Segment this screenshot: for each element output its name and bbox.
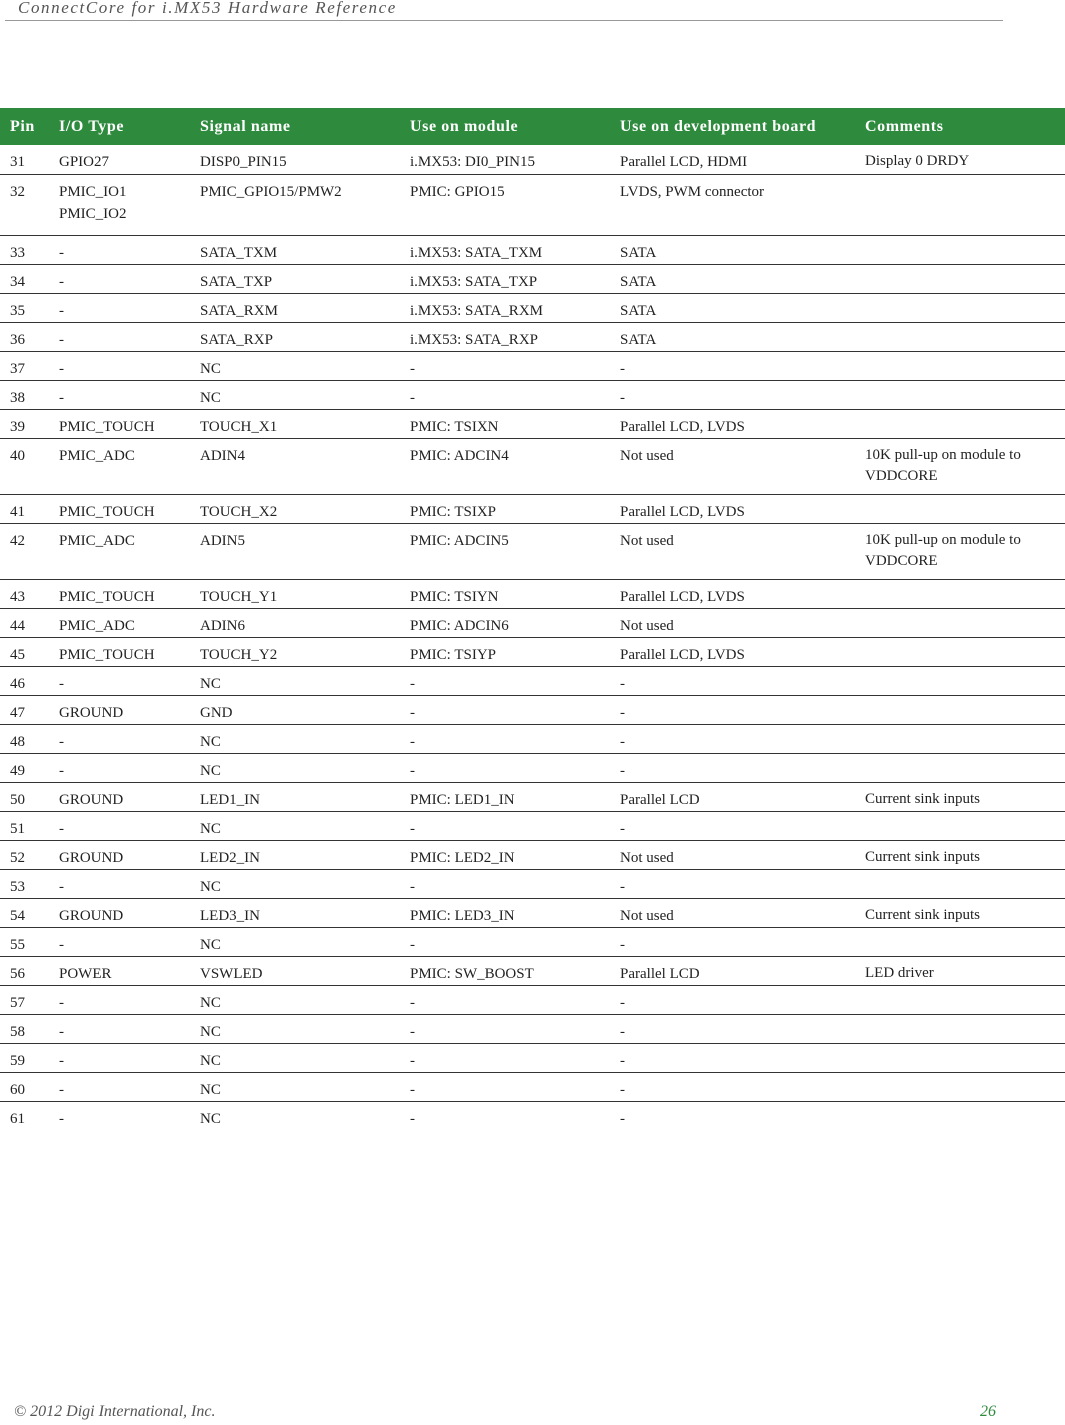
io-type-line: GROUND	[59, 704, 124, 721]
cell-pin: 40	[0, 438, 49, 494]
cell-comments	[855, 1072, 1065, 1101]
cell-comments	[855, 724, 1065, 753]
cell-comments	[855, 1014, 1065, 1043]
cell-io-type	[49, 811, 190, 840]
cell-pin: 54	[0, 898, 49, 927]
cell-use-on-module: PMIC: GPIO15	[400, 174, 610, 235]
cell-comments: 10K pull-up on module to VDDCORE	[855, 438, 1065, 494]
cell-pin: 58	[0, 1014, 49, 1043]
table-row	[0, 579, 1065, 608]
io-type-line: -	[59, 1081, 64, 1098]
cell-pin: 49	[0, 753, 49, 782]
cell-pin: 48	[0, 724, 49, 753]
cell-use-on-board: -	[610, 724, 855, 753]
cell-use-on-module: PMIC: ADCIN4	[400, 438, 610, 494]
cell-signal-name: SATA_RXP	[190, 322, 400, 351]
io-type-line: PMIC_IO2	[59, 205, 127, 222]
cell-pin: 36	[0, 322, 49, 351]
cell-comments: Display 0 DRDY	[855, 145, 1065, 174]
cell-signal-name: GND	[190, 695, 400, 724]
cell-pin: 51	[0, 811, 49, 840]
cell-io-type	[49, 438, 190, 494]
cell-use-on-board: -	[610, 985, 855, 1014]
io-type-line: GROUND	[59, 791, 124, 808]
cell-io-type	[49, 840, 190, 869]
io-type-line: PMIC_TOUCH	[59, 503, 155, 520]
io-type-line: -	[59, 331, 64, 348]
cell-signal-name: NC	[190, 811, 400, 840]
table-row	[0, 782, 1065, 811]
cell-signal-name: ADIN6	[190, 608, 400, 637]
cell-comments	[855, 322, 1065, 351]
io-type-line: -	[59, 389, 64, 406]
page-number: 26	[980, 1403, 996, 1420]
table-row	[0, 523, 1065, 579]
cell-comments	[855, 1043, 1065, 1072]
cell-signal-name: NC	[190, 1072, 400, 1101]
cell-io-type	[49, 898, 190, 927]
table-row	[0, 264, 1065, 293]
cell-signal-name: NC	[200, 1110, 221, 1127]
io-type-line: PMIC_ADC	[59, 617, 135, 634]
table-body	[0, 145, 1065, 1130]
io-type-line: -	[59, 733, 64, 750]
cell-use-on-module: PMIC: SW_BOOST	[400, 956, 610, 985]
cell-signal-name: SATA_RXM	[190, 293, 400, 322]
cell-signal-name: NC	[190, 351, 400, 380]
column-header-pin: Pin	[0, 108, 49, 145]
cell-use-on-board: SATA	[610, 264, 855, 293]
cell-comments	[855, 608, 1065, 637]
cell-io-type	[49, 523, 190, 579]
table-row	[0, 1043, 1065, 1072]
cell-signal-name: NC	[190, 869, 400, 898]
cell-use-on-board: -	[610, 869, 855, 898]
cell-use-on-module: -	[400, 753, 610, 782]
cell-comments	[855, 380, 1065, 409]
cell-io-type	[49, 782, 190, 811]
table-row	[0, 1072, 1065, 1101]
io-type-line: -	[59, 360, 64, 377]
cell-use-on-board: -	[610, 1072, 855, 1101]
cell-comments	[855, 666, 1065, 695]
cell-use-on-board: Parallel LCD, LVDS	[610, 579, 855, 608]
cell-pin: 32	[0, 174, 49, 235]
io-type-line: PMIC_ADC	[59, 532, 135, 549]
cell-use-on-board: -	[610, 351, 855, 380]
cell-use-on-board: Not used	[610, 898, 855, 927]
cell-io-type	[49, 1014, 190, 1043]
cell-io-type	[49, 666, 190, 695]
cell-pin: 38	[0, 380, 49, 409]
cell-comments	[855, 695, 1065, 724]
cell-use-on-board: -	[610, 666, 855, 695]
cell-use-on-module: i.MX53: SATA_TXM	[400, 235, 610, 264]
cell-io-type	[49, 264, 190, 293]
cell-signal-name: ADIN4	[190, 438, 400, 494]
cell-use-on-module: -	[400, 985, 610, 1014]
cell-use-on-module: -	[410, 1110, 415, 1127]
table-row	[0, 956, 1065, 985]
table-header-row	[0, 108, 1065, 145]
cell-use-on-module: PMIC: ADCIN6	[400, 608, 610, 637]
table-row	[0, 351, 1065, 380]
io-type-line: -	[59, 994, 64, 1011]
cell-use-on-module: -	[400, 695, 610, 724]
cell-io-type	[49, 145, 190, 174]
cell-use-on-board: -	[610, 753, 855, 782]
io-type-line: PMIC_TOUCH	[59, 646, 155, 663]
cell-use-on-board: -	[610, 811, 855, 840]
cell-pin: 47	[0, 695, 49, 724]
io-type-line: GPIO27	[59, 154, 110, 170]
cell-use-on-board: Parallel LCD, LVDS	[610, 409, 855, 438]
table-row	[0, 840, 1065, 869]
cell-pin: 39	[0, 409, 49, 438]
footer-copyright: © 2012 Digi International, Inc.	[14, 1403, 216, 1420]
cell-pin: 31	[0, 145, 49, 174]
cell-io-type	[49, 174, 190, 235]
table-row	[0, 898, 1065, 927]
cell-use-on-board: Not used	[610, 438, 855, 494]
cell-use-on-module: PMIC: TSIYN	[400, 579, 610, 608]
cell-use-on-board: Not used	[610, 840, 855, 869]
cell-use-on-module: PMIC: ADCIN5	[400, 523, 610, 579]
cell-use-on-module: -	[400, 666, 610, 695]
table-row	[0, 293, 1065, 322]
cell-signal-name: LED3_IN	[190, 898, 400, 927]
io-type-line: POWER	[59, 965, 112, 982]
cell-signal-name: SATA_TXP	[190, 264, 400, 293]
cell-comments	[855, 235, 1065, 264]
io-type-line: PMIC_TOUCH	[59, 418, 155, 435]
cell-pin: 50	[0, 782, 49, 811]
cell-signal-name: DISP0_PIN15	[190, 145, 400, 174]
cell-io-type	[49, 956, 190, 985]
io-type-line: -	[59, 244, 64, 261]
cell-use-on-board: SATA	[610, 293, 855, 322]
column-header-signal-name: Signal name	[190, 108, 400, 145]
cell-pin: 57	[0, 985, 49, 1014]
io-type-line: GROUND	[59, 907, 124, 924]
cell-pin: 56	[0, 956, 49, 985]
cell-signal-name: NC	[190, 927, 400, 956]
cell-pin: 41	[0, 494, 49, 523]
header-rule	[5, 20, 1003, 21]
cell-use-on-module: PMIC: TSIXP	[400, 494, 610, 523]
table-row	[0, 145, 1065, 174]
io-type-line: -	[59, 820, 64, 837]
cell-use-on-module: -	[400, 927, 610, 956]
cell-use-on-module: PMIC: TSIYP	[400, 637, 610, 666]
cell-comments: 10K pull-up on module to VDDCORE	[855, 523, 1065, 579]
cell-comments	[855, 494, 1065, 523]
io-type-line: -	[59, 878, 64, 895]
cell-use-on-board: Not used	[610, 608, 855, 637]
cell-use-on-module: i.MX53: SATA_RXP	[400, 322, 610, 351]
cell-io-type	[49, 869, 190, 898]
io-type-line: -	[59, 1023, 64, 1040]
column-header-use-on-module: Use on module	[400, 108, 610, 145]
io-type-line: PMIC_IO1	[59, 183, 127, 200]
cell-io-type	[49, 579, 190, 608]
io-type-line: -	[59, 1110, 64, 1127]
cell-pin: 61	[10, 1110, 25, 1127]
table-row	[0, 608, 1065, 637]
cell-signal-name: NC	[190, 753, 400, 782]
cell-pin: 59	[0, 1043, 49, 1072]
cell-signal-name: VSWLED	[190, 956, 400, 985]
cell-signal-name: PMIC_GPIO15/PMW2	[190, 174, 400, 235]
io-type-line: -	[59, 936, 64, 953]
column-header-use-on-board: Use on development board	[610, 108, 855, 145]
cell-use-on-board: -	[620, 1110, 625, 1127]
pin-table	[0, 108, 1065, 1130]
cell-pin: 44	[0, 608, 49, 637]
cell-io-type	[49, 1072, 190, 1101]
cell-io-type	[49, 927, 190, 956]
cell-signal-name: NC	[190, 724, 400, 753]
table-row	[0, 494, 1065, 523]
column-header-comments: Comments	[855, 108, 1065, 145]
table-row	[0, 1101, 1065, 1130]
cell-signal-name: LED1_IN	[190, 782, 400, 811]
column-header-io-type: I/O Type	[49, 108, 190, 145]
cell-use-on-board: -	[610, 927, 855, 956]
cell-signal-name: NC	[190, 1014, 400, 1043]
cell-use-on-module: -	[400, 1014, 610, 1043]
cell-comments	[855, 1101, 1065, 1130]
cell-use-on-module: -	[400, 1072, 610, 1101]
cell-pin: 37	[0, 351, 49, 380]
cell-comments: Current sink inputs	[855, 782, 1065, 811]
cell-comments: LED driver	[855, 956, 1065, 985]
table-row	[0, 811, 1065, 840]
cell-signal-name: TOUCH_X2	[190, 494, 400, 523]
cell-pin: 43	[0, 579, 49, 608]
cell-use-on-module: PMIC: LED3_IN	[400, 898, 610, 927]
cell-use-on-board: Not used	[610, 523, 855, 579]
cell-io-type	[49, 608, 190, 637]
cell-use-on-module: -	[400, 380, 610, 409]
table-row	[0, 637, 1065, 666]
cell-use-on-module: PMIC: TSIXN	[400, 409, 610, 438]
cell-pin: 60	[0, 1072, 49, 1101]
cell-io-type	[49, 322, 190, 351]
table-row	[0, 438, 1065, 494]
cell-comments	[855, 869, 1065, 898]
cell-use-on-board: SATA	[610, 322, 855, 351]
io-type-line: -	[59, 762, 64, 779]
table-row	[0, 235, 1065, 264]
cell-comments	[855, 293, 1065, 322]
cell-comments	[855, 174, 1065, 235]
cell-comments	[855, 351, 1065, 380]
cell-signal-name: TOUCH_Y2	[190, 637, 400, 666]
table-row	[0, 666, 1065, 695]
cell-use-on-module: -	[400, 1043, 610, 1072]
cell-pin: 33	[0, 235, 49, 264]
cell-use-on-module: i.MX53: SATA_TXP	[400, 264, 610, 293]
cell-io-type	[49, 293, 190, 322]
cell-use-on-board: Parallel LCD, LVDS	[610, 637, 855, 666]
cell-signal-name: SATA_TXM	[190, 235, 400, 264]
cell-io-type	[49, 753, 190, 782]
table-row	[0, 409, 1065, 438]
cell-pin: 35	[0, 293, 49, 322]
table-row	[0, 1014, 1065, 1043]
table-row	[0, 380, 1065, 409]
cell-io-type	[49, 1101, 190, 1130]
cell-use-on-board: -	[610, 1014, 855, 1043]
cell-use-on-board: Parallel LCD, LVDS	[610, 494, 855, 523]
table-row	[0, 869, 1065, 898]
cell-signal-name: NC	[190, 380, 400, 409]
table-row	[0, 695, 1065, 724]
table-row	[0, 322, 1065, 351]
cell-pin: 52	[0, 840, 49, 869]
cell-signal-name: NC	[190, 1043, 400, 1072]
table-row	[0, 927, 1065, 956]
cell-use-on-board: -	[610, 1043, 855, 1072]
cell-comments	[855, 264, 1065, 293]
cell-comments	[855, 927, 1065, 956]
cell-use-on-module: PMIC: LED1_IN	[400, 782, 610, 811]
cell-comments	[855, 811, 1065, 840]
cell-pin: 34	[0, 264, 49, 293]
io-type-line: PMIC_TOUCH	[59, 588, 155, 605]
table-row	[0, 724, 1065, 753]
cell-comments	[855, 637, 1065, 666]
cell-use-on-module: PMIC: LED2_IN	[400, 840, 610, 869]
cell-signal-name: TOUCH_Y1	[190, 579, 400, 608]
cell-use-on-board: Parallel LCD	[610, 956, 855, 985]
cell-io-type	[49, 235, 190, 264]
cell-comments	[855, 579, 1065, 608]
io-type-line: -	[59, 302, 64, 319]
cell-comments: Current sink inputs	[855, 840, 1065, 869]
table-row	[0, 985, 1065, 1014]
cell-io-type	[49, 494, 190, 523]
cell-use-on-board: Parallel LCD	[610, 782, 855, 811]
cell-pin: 55	[0, 927, 49, 956]
cell-io-type	[49, 409, 190, 438]
cell-pin: 45	[0, 637, 49, 666]
cell-io-type	[49, 985, 190, 1014]
cell-use-on-board: SATA	[610, 235, 855, 264]
cell-use-on-module: -	[400, 351, 610, 380]
io-type-line: PMIC_ADC	[59, 447, 135, 464]
cell-io-type	[49, 1043, 190, 1072]
io-type-line: -	[59, 675, 64, 692]
running-header: ConnectCore for i.MX53 Hardware Reference	[18, 0, 397, 17]
cell-use-on-board: LVDS, PWM connector	[610, 174, 855, 235]
cell-use-on-module: i.MX53: DI0_PIN15	[400, 145, 610, 174]
cell-comments	[855, 985, 1065, 1014]
cell-io-type	[49, 637, 190, 666]
cell-use-on-module: -	[400, 869, 610, 898]
table-row	[0, 753, 1065, 782]
io-type-line: GROUND	[59, 849, 124, 866]
io-type-line: -	[59, 273, 64, 290]
cell-comments: Current sink inputs	[855, 898, 1065, 927]
cell-io-type	[49, 351, 190, 380]
cell-use-on-module: i.MX53: SATA_RXM	[400, 293, 610, 322]
cell-use-on-board: -	[610, 380, 855, 409]
cell-io-type	[49, 724, 190, 753]
cell-pin: 53	[0, 869, 49, 898]
cell-comments	[855, 753, 1065, 782]
cell-signal-name: LED2_IN	[190, 840, 400, 869]
cell-signal-name: NC	[190, 666, 400, 695]
io-type-line: -	[59, 1052, 64, 1069]
cell-use-on-board: -	[610, 695, 855, 724]
cell-pin: 42	[0, 523, 49, 579]
cell-use-on-board: Parallel LCD, HDMI	[610, 145, 855, 174]
cell-signal-name: TOUCH_X1	[190, 409, 400, 438]
cell-use-on-module: -	[400, 724, 610, 753]
cell-io-type	[49, 380, 190, 409]
cell-use-on-module: -	[400, 811, 610, 840]
cell-signal-name: NC	[190, 985, 400, 1014]
cell-pin: 46	[0, 666, 49, 695]
cell-comments	[855, 409, 1065, 438]
cell-io-type	[49, 695, 190, 724]
cell-signal-name: ADIN5	[190, 523, 400, 579]
table-row	[0, 174, 1065, 235]
